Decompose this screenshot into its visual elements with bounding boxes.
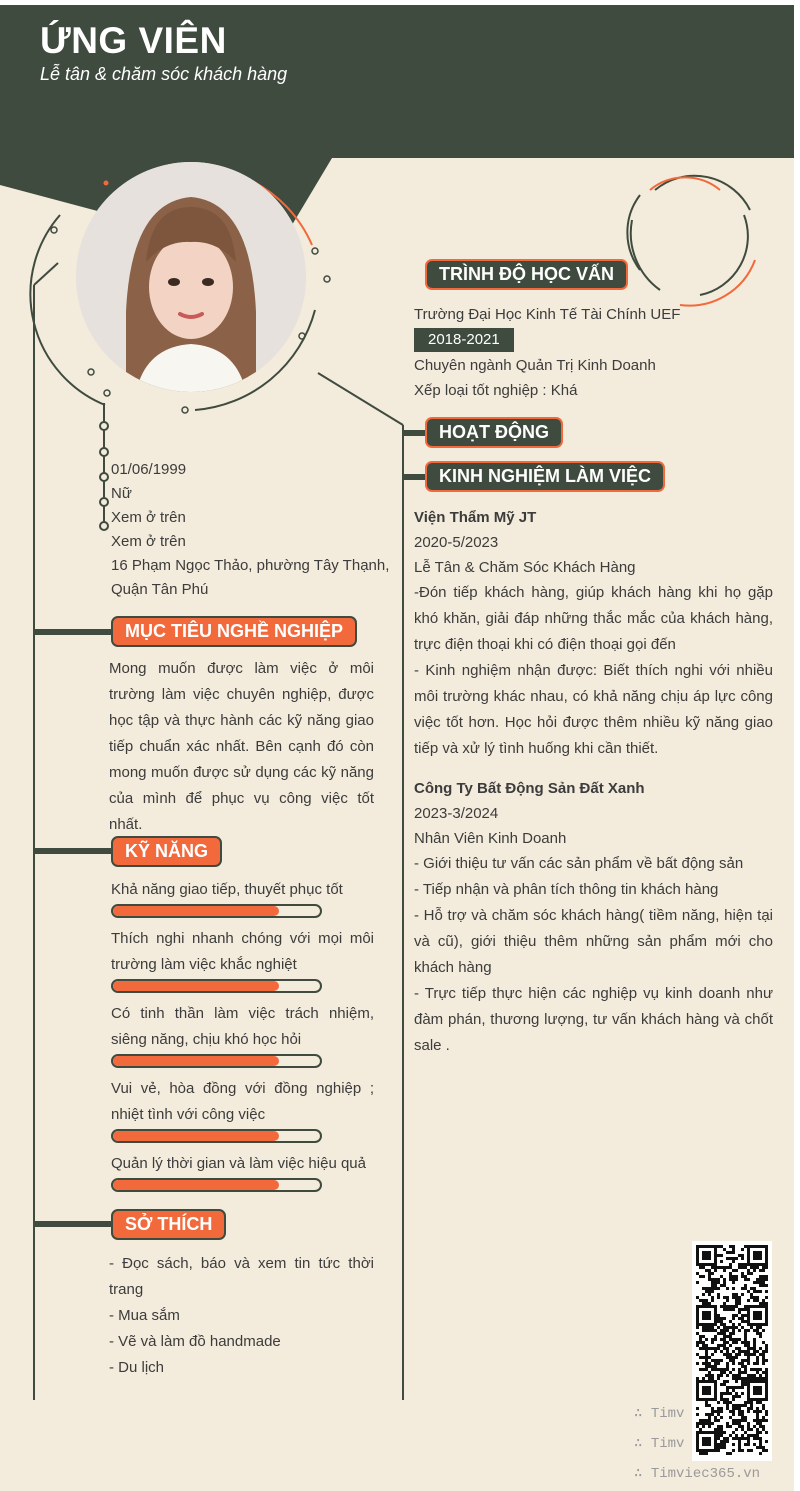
hobby-item: - Đọc sách, báo và xem tin tức thời trang — [109, 1255, 374, 1298]
experience-list — [414, 505, 773, 1073]
skill-bar-fill — [113, 1131, 279, 1141]
skill-item — [111, 1001, 374, 1068]
job-role: Nhân Viên Kinh Doanh — [414, 830, 567, 847]
skill-name: Khả năng giao tiếp, thuyết phục tốt — [111, 881, 343, 898]
hobbies-list — [109, 1251, 374, 1381]
job-detail: - Trực tiếp thực hiện các nghiệp vụ kinh doanh như đàm phán, thương lượng, tư vấn khách hàng và chốt sale . — [414, 985, 773, 1054]
education-years: 2018-2021 — [414, 328, 514, 352]
personal-info — [111, 458, 391, 602]
birthday: 01/06/1999 — [111, 461, 187, 478]
skill-bar-fill — [113, 906, 279, 916]
objective-title: MỤC TIÊU NGHỀ NGHIỆP — [111, 616, 357, 647]
hobby-item: - Mua sắm — [109, 1307, 180, 1324]
skill-name: Có tinh thần làm việc trách nhiệm, siêng năng, chịu khó học hỏi — [111, 1005, 374, 1048]
skill-name: Quản lý thời gian và làm việc hiệu quả — [111, 1155, 366, 1172]
avatar — [76, 162, 306, 392]
avatar-portrait-icon — [76, 162, 306, 392]
job-company: Công Ty Bất Động Sản Đất Xanh — [414, 780, 645, 797]
skill-item — [111, 1151, 374, 1192]
education-title: TRÌNH ĐỘ HỌC VẤN — [425, 259, 628, 290]
job-detail: - Hỗ trợ và chăm sóc khách hàng( tiềm năng, hiện tại và cũ), giới thiệu thêm những sản phẩm mới cho khách hàng — [414, 907, 773, 976]
gender: Nữ — [111, 485, 132, 502]
hobby-item: - Du lịch — [109, 1359, 165, 1376]
activities-title: HOẠT ĐỘNG — [425, 417, 563, 448]
qr-code — [692, 1241, 772, 1461]
skills-list — [111, 877, 374, 1200]
address: 16 Phạm Ngọc Thảo, phường Tây Thạnh, Quận Tân Phú — [111, 557, 390, 598]
watermark-line: ∴ Timv — [634, 1436, 685, 1452]
hobbies-connector — [34, 1221, 114, 1227]
experience-title: KINH NGHIỆM LÀM VIỆC — [425, 461, 665, 492]
skill-bar — [111, 1054, 322, 1068]
job-item — [414, 505, 773, 762]
job-detail: - Giới thiệu tư vấn các sản phẩm về bất động sản — [414, 855, 744, 872]
objective-text: Mong muốn được làm việc ở môi trường làm việc chuyên nghiệp, được học tập và thực hành các kỹ năng giao tiếp chuẩn xác nhất. Bên cạnh đó còn mong muốn được sử dụng các kỹ năng của mình để phục vụ công việc tốt nhất. — [109, 660, 374, 833]
candidate-name: ỨNG VIÊN — [40, 20, 227, 61]
job-item — [414, 776, 773, 1059]
education-major: Chuyên ngành Quản Trị Kinh Doanh — [414, 357, 656, 374]
skill-name: Vui vẻ, hòa đồng với đồng nghiệp ; nhiệt tình với công việc — [111, 1080, 374, 1123]
skills-title: KỸ NĂNG — [111, 836, 222, 867]
skill-bar — [111, 904, 322, 918]
education-school: Trường Đại Học Kinh Tế Tài Chính UEF — [414, 306, 681, 323]
cv-page — [0, 5, 794, 1491]
skill-item — [111, 1076, 374, 1143]
job-period: 2020-5/2023 — [414, 534, 499, 551]
skill-bar-fill — [113, 1180, 279, 1190]
job-detail: - Kinh nghiệm nhận được: Biết thích nghi với nhiều môi trường khác nhau, có khả năng chịu áp lực công việc tốt hơn. Học hỏi được thêm nhiều kỹ năng giao tiếp và xử lý tình huống khi cần thiết. — [414, 662, 773, 757]
job-period: 2023-3/2024 — [414, 805, 499, 822]
candidate-position: Lễ tân & chăm sóc khách hàng — [40, 64, 288, 84]
phone: Xem ở trên — [111, 509, 186, 526]
skill-item — [111, 926, 374, 993]
skill-bar — [111, 979, 322, 993]
education-grade: Xếp loại tốt nghiệp : Khá — [414, 382, 578, 399]
skill-name: Thích nghi nhanh chóng với mọi môi trường làm việc khắc nghiệt — [111, 930, 374, 973]
hobbies-title: SỞ THÍCH — [111, 1209, 226, 1240]
job-detail: -Đón tiếp khách hàng, giúp khách hàng khi họ gặp khó khăn, giải đáp những thắc mắc của khách hàng, trực điện thoại khi có điện thoại gọi đến — [414, 584, 773, 653]
skill-bar — [111, 1178, 322, 1192]
watermark-line: ∴ Timviec365.vn — [634, 1466, 761, 1482]
objective-connector — [34, 629, 114, 635]
skill-bar-fill — [113, 1056, 279, 1066]
job-company: Viện Thẩm Mỹ JT — [414, 509, 537, 526]
email: Xem ở trên — [111, 533, 186, 550]
skill-item — [111, 877, 374, 918]
job-role: Lễ Tân & Chăm Sóc Khách Hàng — [414, 559, 636, 576]
job-detail: - Tiếp nhận và phân tích thông tin khách hàng — [414, 881, 719, 898]
qr-code-icon — [696, 1245, 768, 1457]
education-block — [414, 302, 774, 403]
skill-bar — [111, 1129, 322, 1143]
hobby-item: - Vẽ và làm đồ handmade — [109, 1333, 281, 1350]
skills-connector — [34, 848, 114, 854]
skill-bar-fill — [113, 981, 279, 991]
watermark-line: ∴ Timv — [634, 1406, 685, 1422]
